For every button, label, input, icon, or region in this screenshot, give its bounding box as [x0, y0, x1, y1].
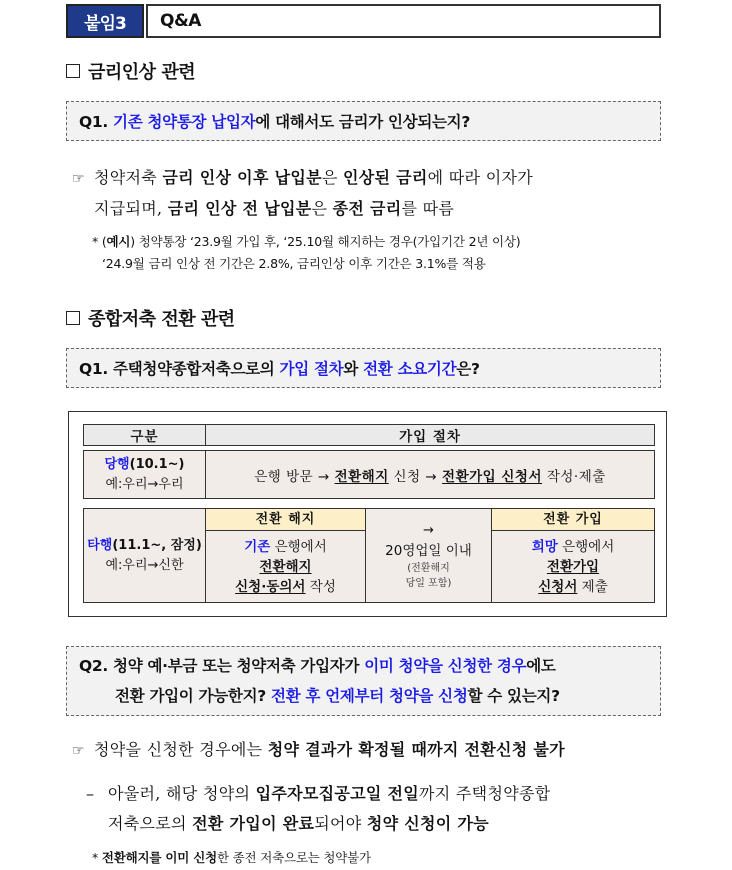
arrow-right-icon: → — [423, 522, 434, 538]
proc-text: 신청 → — [388, 468, 443, 485]
procedure-table-other-bank — [83, 508, 655, 603]
cancel-text: 은행에서 — [270, 538, 327, 555]
period-note: 당일 포함) — [405, 577, 452, 589]
answer-text: 를 따름 — [401, 199, 455, 218]
label-example: 예:우리→우리 — [105, 476, 184, 492]
dash-bullet: – — [86, 784, 95, 803]
note-text: ) 청약통장 ‘23.9월 가입 후, ‘25.10월 해지하는 경우(가입기간 2년 이상) — [130, 234, 521, 249]
pointing-hand-icon: ☞ — [72, 171, 85, 187]
col-header-category: 구분 — [84, 425, 206, 446]
answer-bold: 금리 인상 이후 납입분 — [162, 168, 322, 187]
note-conversion — [92, 847, 371, 869]
question-text: 전환 가입이 가능한지? — [115, 687, 272, 705]
section-heading-text: 금리인상 관련 — [88, 62, 196, 83]
cancel-key: 전환해지 — [259, 558, 312, 575]
question-text: 에 대해서도 금리가 인상되는지? — [255, 113, 471, 131]
question-text: Q1. 주택청약종합저축으로의 — [79, 360, 280, 378]
question-highlight: 가입 절차 — [279, 360, 344, 378]
proc-key: 전환해지 — [334, 468, 389, 485]
join-text: 제출 — [577, 578, 608, 595]
note-bold: 전환해지를 이미 신청 — [101, 850, 218, 865]
row-label-other-bank — [84, 509, 206, 603]
answer-s2-sub — [86, 779, 550, 839]
proc-text: 작성·제출 — [542, 468, 606, 485]
question-text: 할 수 있는지? — [467, 687, 560, 705]
question-text: 은? — [456, 360, 480, 378]
answer-bold: 금리 인상 전 납입분 — [167, 199, 312, 218]
conversion-period — [366, 509, 492, 603]
answer-bold: 인상된 금리 — [343, 168, 428, 187]
subheader-cancel: 전환 해지 — [206, 509, 366, 531]
same-bank-procedure — [206, 451, 655, 499]
answer-text: 은 — [321, 168, 343, 187]
label-date: (10.1~) — [129, 456, 185, 472]
row-label-same-bank — [84, 451, 206, 499]
page-title: Q&A — [146, 4, 661, 38]
answer-text: 저축으로의 — [108, 814, 193, 833]
cancel-key: 신청·동의서 — [235, 578, 306, 595]
question-box-s1-q1 — [66, 101, 661, 141]
note-bold: 예시 — [106, 234, 131, 249]
answer-text: 청약저축 — [94, 168, 163, 187]
answer-text: 에 따라 이자가 — [427, 168, 533, 187]
answer-text: 까지 주택청약종합 — [419, 784, 551, 803]
note-text: ‘24.9월 금리 인상 전 기간은 2.8%, 금리인상 이후 기간은 3.1%를 적용 — [102, 256, 486, 271]
answer-text: 되어야 — [314, 814, 367, 833]
question-highlight: 기존 청약통장 납입자 — [113, 113, 256, 131]
question-highlight: 전환 후 언제부터 청약을 신청 — [271, 687, 468, 705]
proc-key: 전환가입 신청서 — [442, 468, 543, 485]
question-box-s2-q1 — [66, 348, 661, 388]
label-highlight: 당행 — [104, 456, 130, 472]
cancel-highlight: 기존 — [244, 538, 271, 555]
answer-bold: 청약 결과가 확정될 때까지 전환신청 불가 — [267, 740, 565, 759]
cancel-text: 작성 — [305, 578, 336, 595]
question-text: Q2. 청약 예·부금 또는 청약저축 가입자가 — [79, 657, 365, 675]
join-key: 신청서 — [538, 578, 578, 595]
section-heading-text: 종합저축 전환 관련 — [88, 309, 235, 330]
procedure-table-same-bank — [83, 424, 655, 499]
question-highlight: 이미 청약을 신청한 경우 — [364, 657, 527, 675]
answer-text: 청약을 신청한 경우에는 — [94, 740, 268, 759]
answer-s2-main — [72, 735, 565, 766]
answer-bold: 전환 가입이 완료 — [192, 814, 315, 833]
procedure-table-frame — [68, 411, 667, 617]
answer-text: 은 — [311, 199, 333, 218]
join-key: 전환가입 — [546, 558, 600, 575]
col-header-procedure: 가입 절차 — [206, 425, 655, 446]
answer-bold: 청약 신청이 가능 — [366, 814, 489, 833]
question-highlight: 전환 소요기간 — [363, 360, 457, 378]
question-text: 에도 — [526, 657, 556, 675]
attachment-tag: 붙임3 — [66, 4, 144, 38]
question-box-s2-q2 — [66, 646, 661, 716]
answer-text: 아울러, 해당 청약의 — [108, 784, 256, 803]
note-example — [92, 231, 520, 275]
period-text: 20영업일 이내 — [385, 542, 472, 559]
pointing-hand-icon: ☞ — [72, 743, 85, 759]
label-highlight: 타행 — [87, 537, 113, 553]
join-highlight: 희망 — [531, 538, 558, 555]
question-text: 와 — [343, 360, 364, 378]
checkbox-square-icon — [66, 64, 80, 78]
note-text: * — [92, 850, 102, 865]
join-procedure — [492, 531, 655, 603]
answer-bold: 입주자모집공고일 전일 — [255, 784, 420, 803]
answer-s1 — [72, 163, 533, 224]
answer-bold: 종전 금리 — [332, 199, 402, 218]
cancel-procedure — [206, 531, 366, 603]
section-heading-rate-increase — [66, 58, 195, 84]
note-text: * ( — [92, 234, 107, 249]
question-prefix: Q1. — [79, 113, 114, 131]
proc-text: 은행 방문 → — [254, 468, 335, 485]
subheader-join: 전환 가입 — [492, 509, 655, 531]
join-text: 은행에서 — [557, 538, 615, 555]
answer-text: 지급되며, — [94, 199, 168, 218]
period-note: (전환해지 — [407, 562, 450, 574]
checkbox-square-icon — [66, 311, 80, 325]
section-heading-conversion — [66, 305, 235, 331]
label-date: (11.1~, 잠정) — [112, 537, 202, 553]
note-text: 한 종전 저축으로는 청약불가 — [217, 850, 371, 865]
label-example: 예:우리→신한 — [105, 557, 184, 573]
